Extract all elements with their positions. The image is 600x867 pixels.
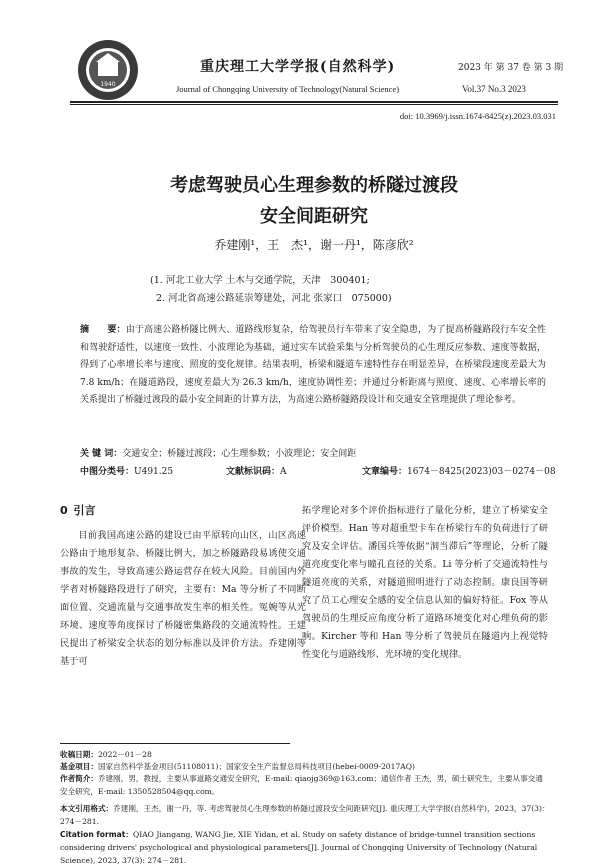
footnote-citation-en xyxy=(60,828,550,867)
classification-label: 中图分类号： xyxy=(80,467,135,477)
header-rule xyxy=(70,101,558,103)
doi[interactable]: doi: 10.3969/j.issn.1674-8425(z).2023.03.031 xyxy=(399,111,556,121)
funding-text: 国家自然科学基金项目(51108011)；国家安全生产监督总局科技项目(hebei-0009-2017AQ) xyxy=(97,762,415,771)
affiliation-1: (1. 河北工业大学 土木与交通学院，天津 300401; xyxy=(150,275,370,286)
citation-en-label: Citation format： xyxy=(60,830,133,839)
author-bio-text: 乔建刚，男，教授，主要从事道路交通安全研究，E-mail: qiaojg369@163.com；通信作者 王杰，男，硕士研究生，主要从事交通安全研究，E-mail: 1350528504@qq.com。 xyxy=(60,774,543,796)
issue-info-en: Vol.37 No.3 2023 xyxy=(462,84,526,94)
classification-number xyxy=(80,464,173,477)
section-heading xyxy=(60,502,306,521)
citation-cn-label: 本文引用格式： xyxy=(60,804,114,813)
affiliations xyxy=(150,272,392,308)
document-code xyxy=(226,464,287,477)
keywords-text: 交通安全；桥隧过渡段；心生理参数；小波理论；安全间距 xyxy=(122,449,357,459)
author-list: 乔建刚¹，王 杰¹，谢一丹¹，陈彦欣² xyxy=(214,238,414,252)
document-code-label: 文献标识码： xyxy=(226,467,281,477)
author-bio-label: 作者简介： xyxy=(60,774,98,783)
citation-en-text: QIAO Jiangang, WANG Jie, XIE Yidan, et al. Study on safety distance of bridge-tunnel transition sections considering drivers' psychological and physiological parameters[J]. Journal of Chongqing University of Technology (Natural Science), 2023, 37(3): 274－281. xyxy=(60,830,538,865)
body-column-left xyxy=(60,502,306,671)
paper-title xyxy=(70,170,558,232)
title-line-2: 安全间距研究 xyxy=(260,206,368,227)
document-code-value: A xyxy=(280,467,287,477)
body-column-right: 拓学理论对多个评价指标进行了量化分析，建立了桥梁安全评价模型。Han 等对超重型卡车在桥梁行车的负荷进行了研究及安全评估。潘国兵等依据“洞当滞后”等理论，分析了隧道亮度变化率与瞳孔直径的关系。Li 等分析了交通流特性与隧道亮度的关系，对隧道照明进行了动态控制。康良国等研究了员工心理安全感的安全信息认知的偏好特征。Fox 等从驾驶员的生理反应角度分析了道路环境变化对心理负荷的影响。Kircher 等和 Han 等分析了驾驶员在隧道内上视觉特性变化与道路线形、光环境的变化规律。 xyxy=(302,505,548,660)
keywords xyxy=(80,446,546,463)
journal-title-cn: 重庆理工大学学报(自然科学) xyxy=(200,59,396,75)
section-title: 引言 xyxy=(73,504,96,517)
article-number-label: 文章编号： xyxy=(362,467,408,477)
affiliation-2: 2. 河北省高速公路延崇筹建处，河北 张家口 075000) xyxy=(156,293,392,304)
article-number xyxy=(362,464,556,477)
received-label: 收稿日期： xyxy=(60,750,98,759)
issue-info-cn: 2023 年 第 37 卷 第 3 期 xyxy=(458,63,564,73)
seal-year: 1940 xyxy=(100,81,116,88)
received-text: 2022－01－28 xyxy=(97,750,152,759)
funding-label: 基金项目： xyxy=(60,762,98,771)
footnote-rule xyxy=(60,743,290,744)
citation-cn-text: 乔建刚，王杰，谢一丹，等. 考虑驾驶员心生理参数的桥隧过渡段安全间距研究[J]. 重庆理工大学学报(自然科学)，2023，37(3)：274－281. xyxy=(60,804,550,826)
abstract-label: 摘 要： xyxy=(80,325,126,335)
header-rule-thin xyxy=(70,104,558,105)
intro-paragraph-left: 目前我国高速公路的建设已由平原转向山区，山区高速公路由于地形复杂、桥隧比例大，加之桥隧路段易诱使交通事故的发生，导致高速公路运营存在较大风险。目前国内外学者对桥隧路段进行了研究，主要有：Ma 等分析了不同断面位置、交通流量与交通事故发生率的相关性。冤婉等从光环境、速度等角度探讨了桥隧密集路段的交通流特性。王建民提出了桥梁安全状态的划分标准以及评价方法。乔建刚等基于可 xyxy=(60,530,306,667)
footnote-author-bio xyxy=(60,772,550,798)
abstract-text: 由于高速公路桥隧比例大、道路线形复杂，给驾驶员行车带来了安全隐患，为了提高桥隧路段行车安全性和驾驶舒适性，以速度一致性、小波理论为基础，通过实车试验采集与分析驾驶员的心生理反应参数、速度等数据，得到了心率增长率与速度、照度的变化规律。结果表明，桥梁和隧道车速特性存在明显差异，在桥梁段速度差最大为 7.8 km/h；在隧道路段，速度差最大为 26.3 km/h，速度协调性差；并通过分析距离与照度、速度、心率增长率的关系提出了桥隧过渡段的最小安全间距的计算方法，为高速公路桥隧路段设计和交通安全管理提供了理论参考。 xyxy=(80,325,546,406)
keywords-label: 关 键 词： xyxy=(80,449,123,459)
article-number-value: 1674－8425(2023)03－0274－08 xyxy=(407,467,556,477)
university-seal-icon xyxy=(76,38,140,102)
footnote-citation-cn xyxy=(60,802,550,828)
abstract xyxy=(80,322,546,410)
journal-title-en: Journal of Chongqing University of Technology(Natural Science) xyxy=(176,84,400,94)
section-number: 0 xyxy=(60,504,68,517)
classification-value: U491.25 xyxy=(134,467,174,477)
title-line-1: 考虑驾驶员心生理参数的桥隧过渡段 xyxy=(170,175,458,196)
